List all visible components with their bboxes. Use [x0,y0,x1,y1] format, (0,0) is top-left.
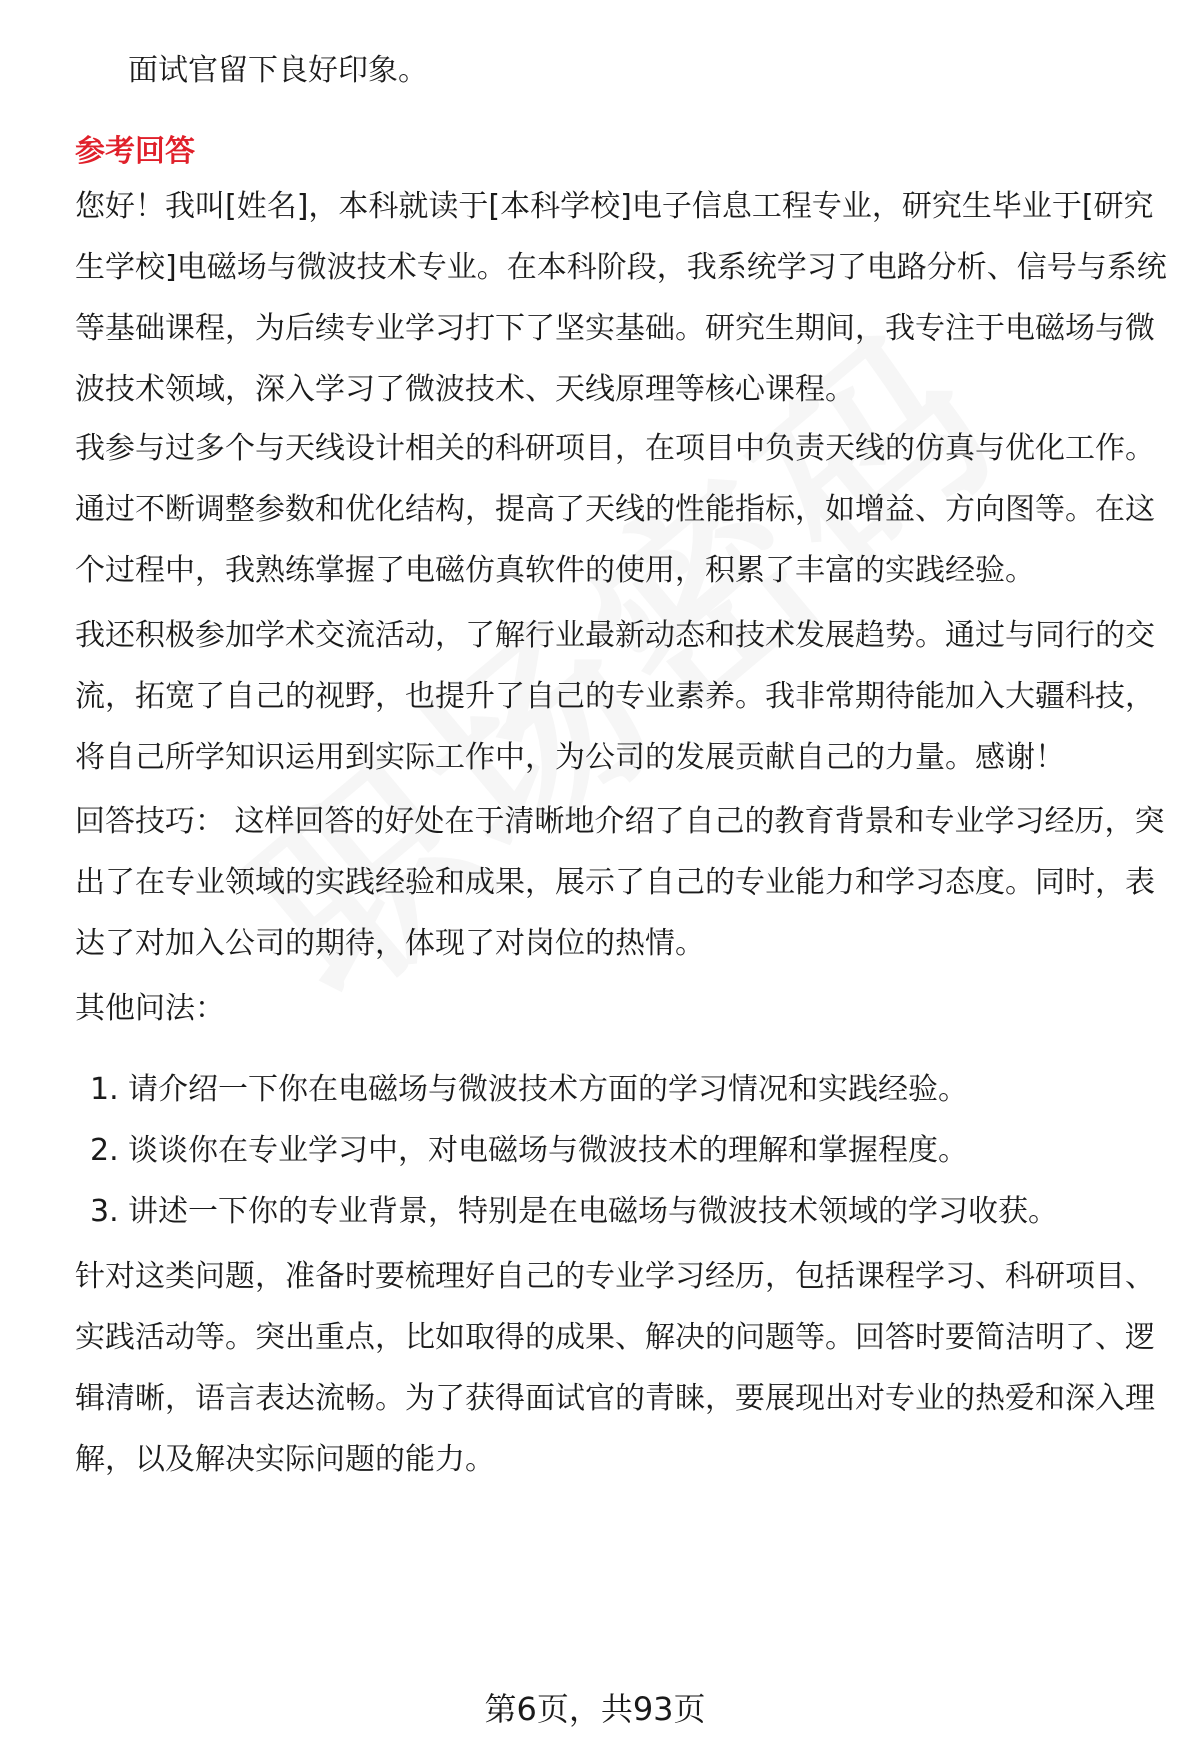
list-item-text: 谈谈你在专业学习中，对电磁场与微波技术的理解和掌握程度。 [128,1133,968,1168]
paragraph-other-questions [75,978,225,1039]
paragraph-line: 个过程中，我熟练掌握了电磁仿真软件的使用，积累了丰富的实践经验。 [75,553,1035,588]
numbered-list [90,1059,1058,1242]
paragraph-line: 您好！我叫[姓名]，本科就读于[本科学校]电子信息工程专业，研究生毕业于[研究 [75,189,1154,224]
paragraph-line: 通过不断调整参数和优化结构，提高了天线的性能指标，如增益、方向图等。在这 [75,492,1155,527]
list-item-text: 讲述一下你的专业背景，特别是在电磁场与微波技术领域的学习收获。 [128,1194,1058,1229]
paragraph-line: 出了在专业领域的实践经验和成果，展示了自己的专业能力和学习态度。同时，表 [75,865,1155,900]
paragraph-line: 辑清晰，语言表达流畅。为了获得面试官的青睐，要展现出对专业的热爱和深入理 [75,1381,1155,1416]
paragraph-line: 达了对加入公司的期待，体现了对岗位的热情。 [75,926,705,961]
paragraph-intro [75,176,1167,420]
paragraph-line: 流，拓宽了自己的视野，也提升了自己的专业素养。我非常期待能加入大疆科技， [75,679,1155,714]
list-item [90,1059,1058,1120]
paragraph-line: 我还积极参加学术交流活动，了解行业最新动态和技术发展趋势。通过与同行的交 [75,618,1155,653]
paragraph-exchange [75,605,1155,788]
list-item-text: 请介绍一下你在电磁场与微波技术方面的学习情况和实践经验。 [128,1072,968,1107]
list-number: 1. [90,1072,119,1107]
paragraph-line: 解，以及解决实际问题的能力。 [75,1442,495,1477]
paragraph-line: 其他问法： [75,991,225,1026]
paragraph-advice [75,1246,1155,1490]
paragraph-line: 我参与过多个与天线设计相关的科研项目，在项目中负责天线的仿真与优化工作。 [75,431,1155,466]
paragraph-line: 回答技巧： 这样回答的好处在于清晰地介绍了自己的教育背景和专业学习经历，突 [75,804,1165,839]
paragraph-line: 波技术领域，深入学习了微波技术、天线原理等核心课程。 [75,372,855,407]
paragraph-line: 将自己所学知识运用到实际工作中，为公司的发展贡献自己的力量。感谢！ [75,740,1065,775]
section-heading: 参考回答 [75,134,195,169]
list-number: 3. [90,1194,119,1229]
page-number-footer: 第6页，共93页 [484,1690,706,1728]
paragraph-line: 针对这类问题，准备时要梳理好自己的专业学习经历，包括课程学习、科研项目、 [75,1259,1155,1294]
paragraph-line: 等基础课程，为后续专业学习打下了坚实基础。研究生期间，我专注于电磁场与微 [75,311,1155,346]
paragraph-line: 生学校]电磁场与微波技术专业。在本科阶段，我系统学习了电路分析、信号与系统 [75,250,1167,285]
list-item [90,1181,1058,1242]
paragraph-line: 实践活动等。突出重点，比如取得的成果、解决的问题等。回答时要简洁明了、逻 [75,1320,1155,1355]
continuation-line: 面试官留下良好印象。 [128,53,428,88]
paragraph-projects [75,418,1155,601]
list-item [90,1120,1058,1181]
paragraph-tips [75,791,1165,974]
list-number: 2. [90,1133,119,1168]
